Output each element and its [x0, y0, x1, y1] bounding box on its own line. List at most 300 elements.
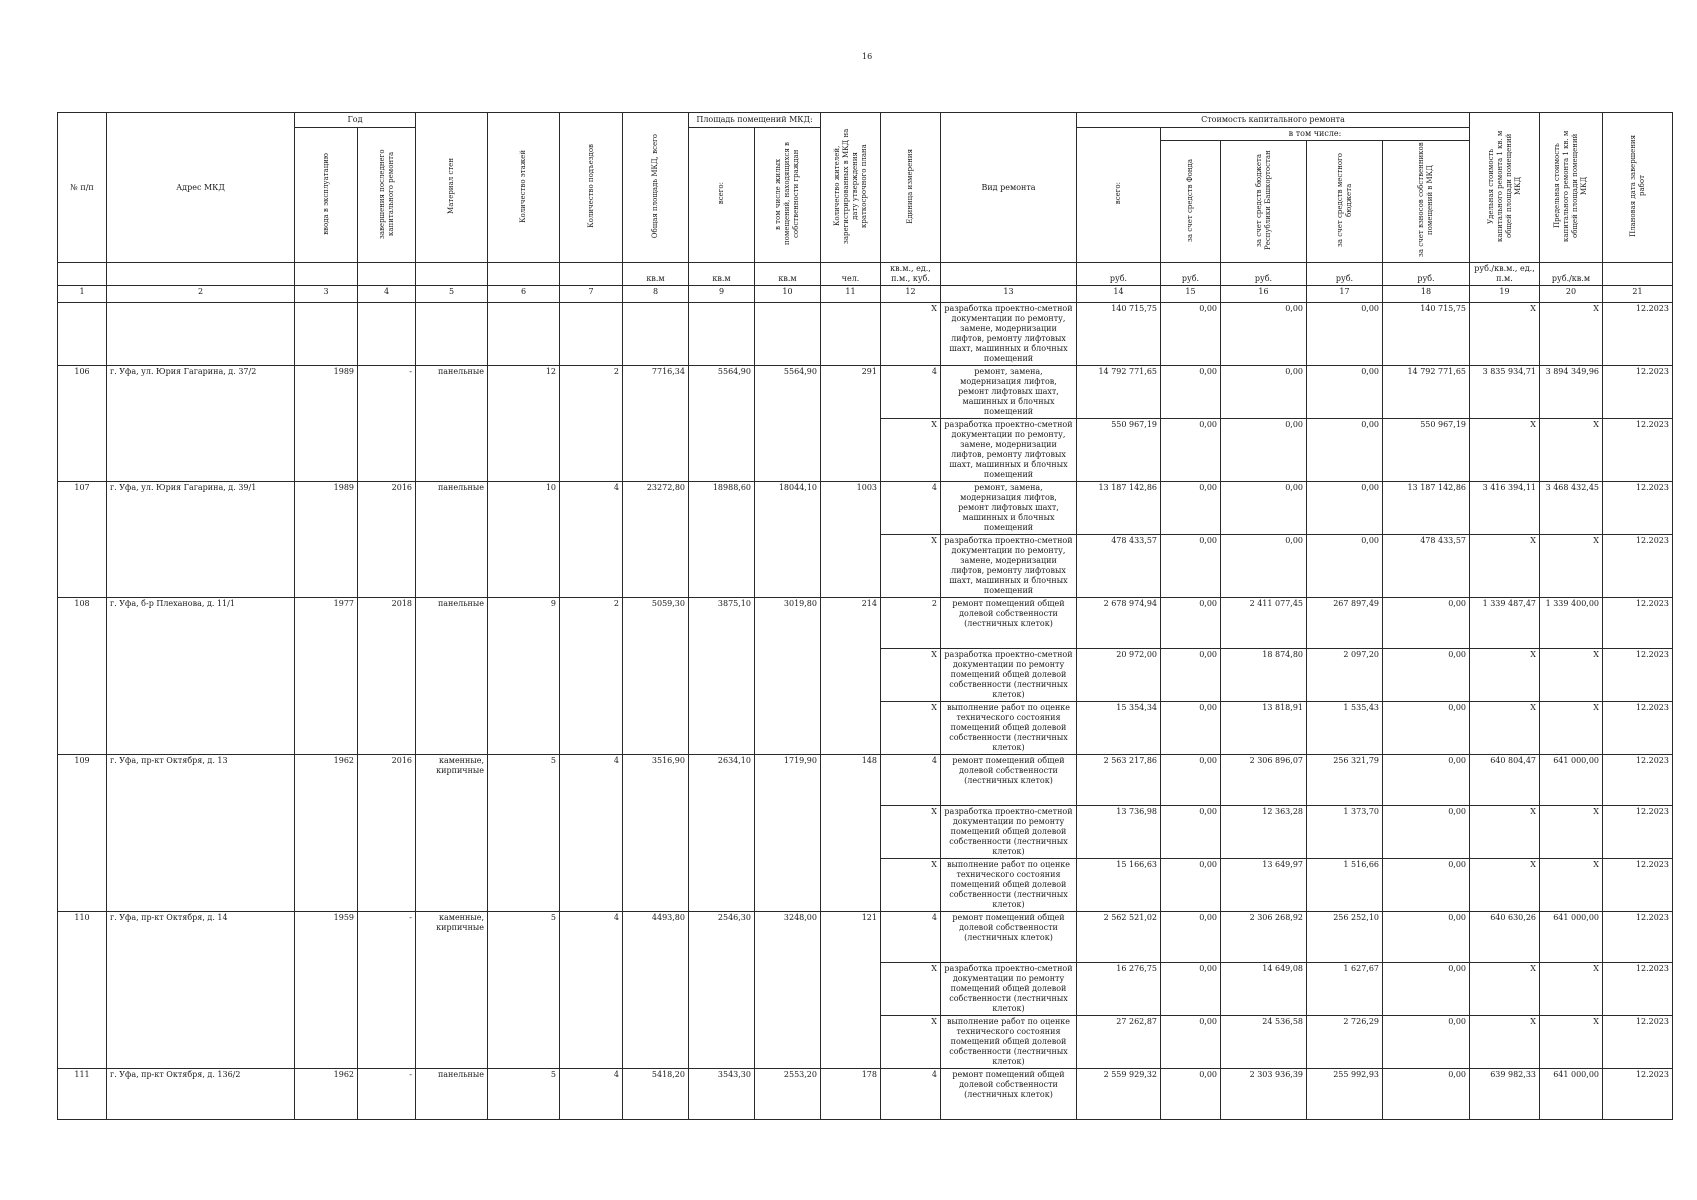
column-number: 3 — [295, 286, 358, 303]
row-number: 109 — [58, 755, 107, 912]
table-row — [58, 1069, 1673, 1120]
header-residents: Количество жителей, зарегистрированных в МКД на дату утверждения краткосрочного плана — [821, 113, 881, 263]
end-date-cell: 12.2023 — [1603, 598, 1673, 649]
unit-cell: кв.м., ед., п.м., куб. — [881, 263, 941, 286]
unit-cost-cell: 640 630,26 — [1470, 912, 1540, 963]
unit-cell: X — [881, 859, 941, 912]
cost-fund-cell: 0,00 — [1161, 702, 1221, 755]
cost-republic-cell: 0,00 — [1221, 303, 1307, 366]
max-cost-cell: X — [1540, 535, 1603, 598]
column-number: 12 — [881, 286, 941, 303]
cost-total-cell: 13 736,98 — [1077, 806, 1161, 859]
address-cell: г. Уфа, пр-кт Октября, д. 14 — [107, 912, 295, 1069]
column-numbers-row — [58, 286, 1673, 303]
work-type-cell: разработка проектно-сметной документации по ремонту, замене, модернизации лифтов, ремонту лифтовых шахт, машинных и блочных помещений — [941, 303, 1077, 366]
row-number: 111 — [58, 1069, 107, 1120]
wall-material-cell: панельные — [416, 598, 488, 755]
year-commission-cell: 1959 — [295, 912, 358, 1069]
unit-cell — [358, 263, 416, 286]
column-number: 16 — [1221, 286, 1307, 303]
year-last-repair-cell: - — [358, 366, 416, 482]
end-date-cell: 12.2023 — [1603, 806, 1673, 859]
header-floors: Количество этажей — [488, 113, 560, 263]
cost-local-cell: 1 627,67 — [1307, 963, 1383, 1016]
header-cost-local: за счет средств местного бюджета — [1307, 141, 1383, 263]
unit-cost-cell: 640 804,47 — [1470, 755, 1540, 806]
column-number: 21 — [1603, 286, 1673, 303]
end-date-cell: 12.2023 — [1603, 366, 1673, 419]
premises-owned-cell: 5564,90 — [755, 366, 821, 482]
entrances-cell — [560, 303, 623, 366]
unit-cell: 4 — [881, 482, 941, 535]
entrances-cell: 2 — [560, 598, 623, 755]
work-type-cell: разработка проектно-сметной документации по ремонту, замене, модернизации лифтов, ремонту лифтовых шахт, машинных и блочных помещений — [941, 419, 1077, 482]
header-cost-fund: за счет средств Фонда — [1161, 141, 1221, 263]
max-cost-cell: X — [1540, 303, 1603, 366]
header-entrances: Количество подъездов — [560, 113, 623, 263]
header-year-group: Год — [295, 113, 416, 128]
unit-cell: руб./кв.м., ед., п.м. — [1470, 263, 1540, 286]
year-commission-cell — [295, 303, 358, 366]
column-number: 7 — [560, 286, 623, 303]
year-last-repair-cell: 2018 — [358, 598, 416, 755]
cost-fund-cell: 0,00 — [1161, 755, 1221, 806]
table-row — [58, 755, 1673, 806]
cost-owners-cell: 0,00 — [1383, 806, 1470, 859]
cost-total-cell: 13 187 142,86 — [1077, 482, 1161, 535]
cost-local-cell: 256 321,79 — [1307, 755, 1383, 806]
unit-cell — [488, 263, 560, 286]
table-row — [58, 366, 1673, 419]
work-type-cell: ремонт, замена, модернизация лифтов, ремонт лифтовых шахт, машинных и блочных помещений — [941, 482, 1077, 535]
wall-material-cell: панельные — [416, 482, 488, 598]
end-date-cell: 12.2023 — [1603, 859, 1673, 912]
cost-fund-cell: 0,00 — [1161, 419, 1221, 482]
column-number: 14 — [1077, 286, 1161, 303]
end-date-cell: 12.2023 — [1603, 535, 1673, 598]
max-cost-cell: 641 000,00 — [1540, 912, 1603, 963]
work-type-cell: выполнение работ по оценке технического состояния помещений общей долевой собственности (лестничных клеток) — [941, 859, 1077, 912]
unit-cell: 4 — [881, 366, 941, 419]
unit-cell: руб. — [1221, 263, 1307, 286]
cost-republic-cell: 13 818,91 — [1221, 702, 1307, 755]
address-cell: г. Уфа, пр-кт Октября, д. 136/2 — [107, 1069, 295, 1120]
total-area-cell: 3516,90 — [623, 755, 689, 912]
cost-local-cell: 0,00 — [1307, 535, 1383, 598]
unit-cell: 4 — [881, 1069, 941, 1120]
residents-cell — [821, 303, 881, 366]
unit-cell: руб. — [1383, 263, 1470, 286]
total-area-cell: 4493,80 — [623, 912, 689, 1069]
cost-republic-cell: 2 306 896,07 — [1221, 755, 1307, 806]
header-premises-total: всего: — [689, 128, 755, 263]
year-last-repair-cell: 2016 — [358, 755, 416, 912]
max-cost-cell: 3 894 349,96 — [1540, 366, 1603, 419]
cost-republic-cell: 12 363,28 — [1221, 806, 1307, 859]
work-type-cell: ремонт помещений общей долевой собственности (лестничных клеток) — [941, 755, 1077, 806]
header-work-type: Вид ремонта — [941, 113, 1077, 263]
address-cell: г. Уфа, пр-кт Октября, д. 13 — [107, 755, 295, 912]
column-number: 17 — [1307, 286, 1383, 303]
header-cost-group: Стоимость капитального ремонта — [1077, 113, 1470, 128]
cost-local-cell: 255 992,93 — [1307, 1069, 1383, 1120]
cost-total-cell: 550 967,19 — [1077, 419, 1161, 482]
unit-cost-cell: X — [1470, 806, 1540, 859]
wall-material-cell: панельные — [416, 1069, 488, 1120]
column-number: 18 — [1383, 286, 1470, 303]
work-type-cell: ремонт помещений общей долевой собственности (лестничных клеток) — [941, 1069, 1077, 1120]
cost-owners-cell: 478 433,57 — [1383, 535, 1470, 598]
cost-republic-cell: 2 303 936,39 — [1221, 1069, 1307, 1120]
address-cell: г. Уфа, б-р Плеханова, д. 11/1 — [107, 598, 295, 755]
row-number — [58, 303, 107, 366]
floors-cell: 5 — [488, 755, 560, 912]
cost-total-cell: 2 678 974,94 — [1077, 598, 1161, 649]
work-type-cell: ремонт помещений общей долевой собственности (лестничных клеток) — [941, 598, 1077, 649]
cost-owners-cell: 0,00 — [1383, 963, 1470, 1016]
cost-owners-cell: 13 187 142,86 — [1383, 482, 1470, 535]
unit-cell: руб./кв.м — [1540, 263, 1603, 286]
column-number: 5 — [416, 286, 488, 303]
column-number: 6 — [488, 286, 560, 303]
cost-owners-cell: 0,00 — [1383, 859, 1470, 912]
year-commission-cell: 1989 — [295, 366, 358, 482]
floors-cell: 5 — [488, 912, 560, 1069]
cost-republic-cell: 2 411 077,45 — [1221, 598, 1307, 649]
unit-cell: кв.м — [755, 263, 821, 286]
row-number: 107 — [58, 482, 107, 598]
unit-cost-cell: 3 416 394,11 — [1470, 482, 1540, 535]
cost-republic-cell: 0,00 — [1221, 482, 1307, 535]
cost-fund-cell: 0,00 — [1161, 649, 1221, 702]
cost-fund-cell: 0,00 — [1161, 366, 1221, 419]
cost-owners-cell: 140 715,75 — [1383, 303, 1470, 366]
unit-cell: X — [881, 649, 941, 702]
wall-material-cell — [416, 303, 488, 366]
unit-cost-cell: 3 835 934,71 — [1470, 366, 1540, 419]
end-date-cell: 12.2023 — [1603, 303, 1673, 366]
cost-owners-cell: 0,00 — [1383, 1069, 1470, 1120]
unit-cell — [560, 263, 623, 286]
cost-total-cell: 2 563 217,86 — [1077, 755, 1161, 806]
wall-material-cell: каменные, кирпичные — [416, 755, 488, 912]
end-date-cell: 12.2023 — [1603, 755, 1673, 806]
column-number: 4 — [358, 286, 416, 303]
cost-republic-cell: 0,00 — [1221, 419, 1307, 482]
column-number: 8 — [623, 286, 689, 303]
max-cost-cell: 1 339 400,00 — [1540, 598, 1603, 649]
cost-total-cell: 140 715,75 — [1077, 303, 1161, 366]
residents-cell: 178 — [821, 1069, 881, 1120]
header-cost-including: в том числе: — [1161, 128, 1470, 141]
end-date-cell: 12.2023 — [1603, 649, 1673, 702]
unit-cost-cell: X — [1470, 963, 1540, 1016]
work-type-cell: разработка проектно-сметной документации по ремонту помещений общей долевой собственности (лестничных клеток) — [941, 649, 1077, 702]
unit-cost-cell: X — [1470, 535, 1540, 598]
cost-owners-cell: 0,00 — [1383, 1016, 1470, 1069]
cost-total-cell: 20 972,00 — [1077, 649, 1161, 702]
address-cell: г. Уфа, ул. Юрия Гагарина, д. 39/1 — [107, 482, 295, 598]
cost-republic-cell: 18 874,80 — [1221, 649, 1307, 702]
row-number: 106 — [58, 366, 107, 482]
cost-fund-cell: 0,00 — [1161, 482, 1221, 535]
year-commission-cell: 1989 — [295, 482, 358, 598]
year-last-repair-cell: 2016 — [358, 482, 416, 598]
cost-fund-cell: 0,00 — [1161, 303, 1221, 366]
year-commission-cell: 1962 — [295, 755, 358, 912]
unit-cell: X — [881, 1016, 941, 1069]
cost-republic-cell: 13 649,97 — [1221, 859, 1307, 912]
unit-cost-cell: X — [1470, 702, 1540, 755]
capital-repair-register-table — [57, 112, 1673, 1120]
header-address: Адрес МКД — [107, 113, 295, 263]
row-number: 110 — [58, 912, 107, 1069]
unit-cell: X — [881, 419, 941, 482]
max-cost-cell: X — [1540, 859, 1603, 912]
cost-local-cell: 1 373,70 — [1307, 806, 1383, 859]
end-date-cell: 12.2023 — [1603, 702, 1673, 755]
cost-owners-cell: 0,00 — [1383, 649, 1470, 702]
entrances-cell: 2 — [560, 366, 623, 482]
unit-cell: руб. — [1307, 263, 1383, 286]
work-type-cell: разработка проектно-сметной документации по ремонту, замене, модернизации лифтов, ремонту лифтовых шахт, машинных и блочных помещений — [941, 535, 1077, 598]
floors-cell: 12 — [488, 366, 560, 482]
cost-total-cell: 27 262,87 — [1077, 1016, 1161, 1069]
work-type-cell: разработка проектно-сметной документации по ремонту помещений общей долевой собственности (лестничных клеток) — [941, 806, 1077, 859]
header-no: № п/п — [58, 113, 107, 263]
max-cost-cell: 641 000,00 — [1540, 755, 1603, 806]
cost-republic-cell: 0,00 — [1221, 535, 1307, 598]
work-type-cell: разработка проектно-сметной документации по ремонту помещений общей долевой собственности (лестничных клеток) — [941, 963, 1077, 1016]
cost-republic-cell: 24 536,58 — [1221, 1016, 1307, 1069]
residents-cell: 214 — [821, 598, 881, 755]
unit-cell: X — [881, 963, 941, 1016]
cost-owners-cell: 0,00 — [1383, 755, 1470, 806]
premises-total-cell: 2634,10 — [689, 755, 755, 912]
cost-local-cell: 2 726,29 — [1307, 1016, 1383, 1069]
header-cost-total: всего: — [1077, 128, 1161, 263]
premises-total-cell: 2546,30 — [689, 912, 755, 1069]
year-last-repair-cell — [358, 303, 416, 366]
cost-total-cell: 2 562 521,02 — [1077, 912, 1161, 963]
table-row — [58, 303, 1673, 366]
cost-total-cell: 14 792 771,65 — [1077, 366, 1161, 419]
premises-total-cell: 3543,30 — [689, 1069, 755, 1120]
cost-owners-cell: 0,00 — [1383, 598, 1470, 649]
row-number: 108 — [58, 598, 107, 755]
end-date-cell: 12.2023 — [1603, 482, 1673, 535]
max-cost-cell: X — [1540, 649, 1603, 702]
cost-total-cell: 16 276,75 — [1077, 963, 1161, 1016]
unit-cell: X — [881, 702, 941, 755]
max-cost-cell: X — [1540, 806, 1603, 859]
residents-cell: 291 — [821, 366, 881, 482]
premises-owned-cell: 3248,00 — [755, 912, 821, 1069]
column-number: 13 — [941, 286, 1077, 303]
table-row — [58, 912, 1673, 963]
header-unit-cost: Удельная стоимость капитального ремонта 1 кв. м общей площади помещений МКД — [1470, 113, 1540, 263]
register-body — [58, 303, 1673, 1120]
entrances-cell: 4 — [560, 1069, 623, 1120]
wall-material-cell: каменные, кирпичные — [416, 912, 488, 1069]
year-last-repair-cell: - — [358, 912, 416, 1069]
floors-cell — [488, 303, 560, 366]
cost-fund-cell: 0,00 — [1161, 806, 1221, 859]
cost-fund-cell: 0,00 — [1161, 859, 1221, 912]
max-cost-cell: X — [1540, 419, 1603, 482]
premises-owned-cell: 1719,90 — [755, 755, 821, 912]
premises-total-cell: 3875,10 — [689, 598, 755, 755]
header-unit: Единица измерения — [881, 113, 941, 263]
header-year-last-repair: завершения последнего капитального ремонта — [358, 128, 416, 263]
total-area-cell: 5418,20 — [623, 1069, 689, 1120]
cost-republic-cell: 2 306 268,92 — [1221, 912, 1307, 963]
cost-local-cell: 1 535,43 — [1307, 702, 1383, 755]
end-date-cell: 12.2023 — [1603, 1069, 1673, 1120]
unit-cell: руб. — [1161, 263, 1221, 286]
unit-cell: 4 — [881, 912, 941, 963]
unit-cost-cell: X — [1470, 649, 1540, 702]
cost-total-cell: 15 166,63 — [1077, 859, 1161, 912]
floors-cell: 9 — [488, 598, 560, 755]
address-cell — [107, 303, 295, 366]
cost-local-cell: 0,00 — [1307, 366, 1383, 419]
column-number: 19 — [1470, 286, 1540, 303]
units-row — [58, 263, 1673, 286]
cost-owners-cell: 0,00 — [1383, 912, 1470, 963]
unit-cell — [107, 263, 295, 286]
premises-owned-cell — [755, 303, 821, 366]
premises-owned-cell: 2553,20 — [755, 1069, 821, 1120]
end-date-cell: 12.2023 — [1603, 963, 1673, 1016]
premises-owned-cell: 3019,80 — [755, 598, 821, 755]
year-commission-cell: 1962 — [295, 1069, 358, 1120]
cost-total-cell: 15 354,34 — [1077, 702, 1161, 755]
cost-fund-cell: 0,00 — [1161, 912, 1221, 963]
unit-cell: 2 — [881, 598, 941, 649]
max-cost-cell: X — [1540, 702, 1603, 755]
max-cost-cell: 641 000,00 — [1540, 1069, 1603, 1120]
column-number: 10 — [755, 286, 821, 303]
cost-fund-cell: 0,00 — [1161, 535, 1221, 598]
end-date-cell: 12.2023 — [1603, 419, 1673, 482]
cost-fund-cell: 0,00 — [1161, 963, 1221, 1016]
premises-total-cell — [689, 303, 755, 366]
page-number: 16 — [862, 52, 873, 61]
end-date-cell: 12.2023 — [1603, 1016, 1673, 1069]
unit-cell: X — [881, 806, 941, 859]
table-row — [58, 482, 1673, 535]
header-max-cost: Предельная стоимость капитального ремонта 1 кв. м общей площади помещений МКД — [1540, 113, 1603, 263]
header-wall-material: Материал стен — [416, 113, 488, 263]
cost-republic-cell: 0,00 — [1221, 366, 1307, 419]
unit-cell: 4 — [881, 755, 941, 806]
cost-local-cell: 1 516,66 — [1307, 859, 1383, 912]
header-row-1 — [58, 113, 1673, 128]
header-premises-owned: в том числе жилых помещений, находящихся в собственности граждан — [755, 128, 821, 263]
unit-cost-cell: X — [1470, 303, 1540, 366]
cost-owners-cell: 14 792 771,65 — [1383, 366, 1470, 419]
address-cell: г. Уфа, ул. Юрия Гагарина, д. 37/2 — [107, 366, 295, 482]
column-number: 9 — [689, 286, 755, 303]
work-type-cell: ремонт, замена, модернизация лифтов, ремонт лифтовых шахт, машинных и блочных помещений — [941, 366, 1077, 419]
floors-cell: 10 — [488, 482, 560, 598]
unit-cell: руб. — [1077, 263, 1161, 286]
cost-total-cell: 478 433,57 — [1077, 535, 1161, 598]
max-cost-cell: X — [1540, 1016, 1603, 1069]
cost-fund-cell: 0,00 — [1161, 1016, 1221, 1069]
unit-cell — [416, 263, 488, 286]
residents-cell: 121 — [821, 912, 881, 1069]
header-premises-area-group: Площадь помещений МКД: — [689, 113, 821, 128]
year-commission-cell: 1977 — [295, 598, 358, 755]
cost-fund-cell: 0,00 — [1161, 1069, 1221, 1120]
header-cost-owners: за счет взносов собственников помещений в МКД — [1383, 141, 1470, 263]
unit-cell — [1603, 263, 1673, 286]
unit-cost-cell: X — [1470, 859, 1540, 912]
unit-cell — [58, 263, 107, 286]
work-type-cell: выполнение работ по оценке технического состояния помещений общей долевой собственности (лестничных клеток) — [941, 702, 1077, 755]
column-number: 15 — [1161, 286, 1221, 303]
premises-owned-cell: 18044,10 — [755, 482, 821, 598]
residents-cell: 148 — [821, 755, 881, 912]
work-type-cell: ремонт помещений общей долевой собственности (лестничных клеток) — [941, 912, 1077, 963]
entrances-cell: 4 — [560, 482, 623, 598]
unit-cost-cell: X — [1470, 1016, 1540, 1069]
cost-local-cell: 0,00 — [1307, 419, 1383, 482]
column-number: 2 — [107, 286, 295, 303]
premises-total-cell: 18988,60 — [689, 482, 755, 598]
unit-cell: X — [881, 303, 941, 366]
residents-cell: 1003 — [821, 482, 881, 598]
cost-owners-cell: 550 967,19 — [1383, 419, 1470, 482]
total-area-cell: 5059,30 — [623, 598, 689, 755]
header-year-commission: ввода в эксплуатацию — [295, 128, 358, 263]
header-total-area: Общая площадь МКД, всего — [623, 113, 689, 263]
end-date-cell: 12.2023 — [1603, 912, 1673, 963]
cost-local-cell: 2 097,20 — [1307, 649, 1383, 702]
unit-cost-cell: 639 982,33 — [1470, 1069, 1540, 1120]
floors-cell: 5 — [488, 1069, 560, 1120]
unit-cell: кв.м — [623, 263, 689, 286]
work-type-cell: выполнение работ по оценке технического состояния помещений общей долевой собственности (лестничных клеток) — [941, 1016, 1077, 1069]
cost-local-cell: 267 897,49 — [1307, 598, 1383, 649]
cost-total-cell: 2 559 929,32 — [1077, 1069, 1161, 1120]
cost-owners-cell: 0,00 — [1383, 702, 1470, 755]
total-area-cell: 7716,34 — [623, 366, 689, 482]
entrances-cell: 4 — [560, 755, 623, 912]
unit-cell — [295, 263, 358, 286]
year-last-repair-cell: - — [358, 1069, 416, 1120]
entrances-cell: 4 — [560, 912, 623, 1069]
unit-cell — [941, 263, 1077, 286]
unit-cost-cell: X — [1470, 419, 1540, 482]
cost-local-cell: 0,00 — [1307, 303, 1383, 366]
unit-cost-cell: 1 339 487,47 — [1470, 598, 1540, 649]
column-number: 11 — [821, 286, 881, 303]
cost-republic-cell: 14 649,08 — [1221, 963, 1307, 1016]
column-number: 20 — [1540, 286, 1603, 303]
cost-local-cell: 0,00 — [1307, 482, 1383, 535]
table-row — [58, 598, 1673, 649]
cost-fund-cell: 0,00 — [1161, 598, 1221, 649]
column-number: 1 — [58, 286, 107, 303]
wall-material-cell: панельные — [416, 366, 488, 482]
unit-cell: кв.м — [689, 263, 755, 286]
unit-cell: X — [881, 535, 941, 598]
unit-cell: чел. — [821, 263, 881, 286]
header-cost-republic: за счет средств бюджета Республики Башкортостан — [1221, 141, 1307, 263]
